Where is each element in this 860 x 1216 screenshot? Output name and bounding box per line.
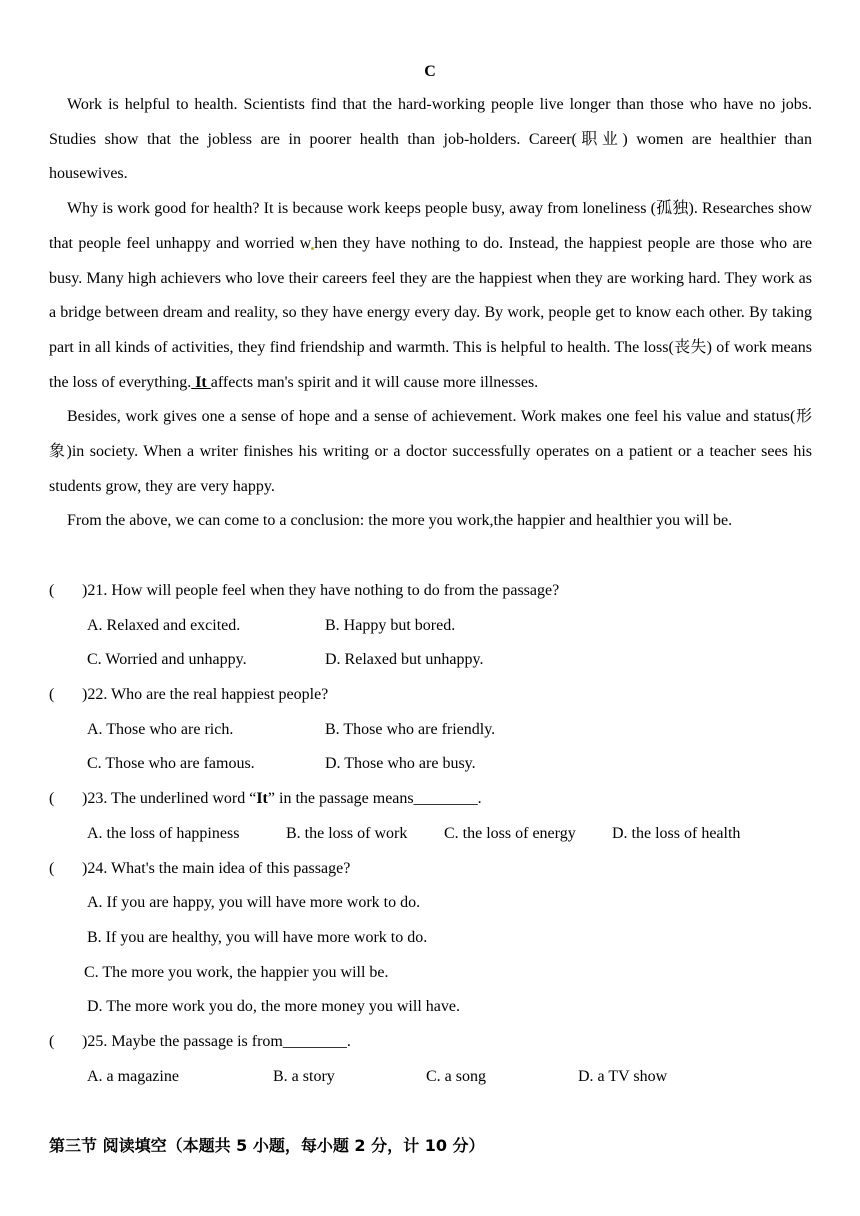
question-21-options-ab (49, 609, 819, 644)
option-c: C. the loss of energy (444, 824, 576, 842)
answer-paren: ( (49, 686, 55, 704)
question-text: )25. Maybe the passage is from________. (82, 1032, 351, 1050)
question-text-b: ” in the passage means________. (267, 790, 482, 808)
question-22-options-ab (49, 713, 819, 748)
section-letter: C (424, 63, 436, 80)
option-a: A. Those who are rich. (87, 720, 234, 738)
question-21-options-cd (49, 643, 819, 678)
question-24-option-c (49, 956, 819, 991)
option-a: A. the loss of happiness (87, 824, 240, 842)
answer-paren: ( (49, 790, 55, 808)
option-c: C. Those who are famous. (87, 755, 255, 773)
question-25-options (49, 1060, 819, 1095)
option-b: B. a story (273, 1067, 335, 1085)
paragraph-2-part-a: Why is work good for health? It is because work keeps people busy, away from loneliness (孤独). Researches show that people feel unhappy and worried w (49, 200, 812, 252)
option-c: C. Worried and unhappy. (87, 651, 247, 669)
reading-passage (49, 88, 812, 539)
underlined-it: It (191, 373, 211, 391)
option-c: C. The more you work, the happier you will be. (84, 963, 389, 981)
paragraph-2 (49, 192, 812, 400)
question-text: )24. What's the main idea of this passage? (82, 859, 351, 877)
question-23-stem (49, 782, 819, 817)
option-d: D. Relaxed but unhappy. (325, 651, 484, 669)
option-b: B. If you are healthy, you will have more work to do. (87, 928, 428, 946)
answer-paren: ( (49, 582, 55, 599)
option-b: B. Those who are friendly. (325, 720, 496, 738)
question-23-options (49, 817, 819, 852)
question-24-option-b (49, 921, 819, 956)
paragraph-2-part-c: affects man's spirit and it will cause more illnesses. (210, 373, 539, 391)
option-a: A. Relaxed and excited. (87, 616, 241, 634)
option-d: D. The more work you do, the more money you will have. (87, 998, 460, 1016)
paragraph-1: Work is helpful to health. Scientists find that the hard-working people live longer than those who have no jobs. Studies show that the jobless are in poorer health than job-holders. Career(职业) women are healthier than housewives. (49, 96, 812, 183)
option-d: D. the loss of health (612, 824, 741, 842)
option-a: A. If you are happy, you will have more work to do. (87, 894, 421, 912)
paragraph-4: From the above, we can come to a conclusion: the more you work,the happier and healthier you will be. (67, 512, 733, 530)
question-list (49, 574, 819, 1094)
question-21-stem (49, 574, 819, 609)
option-c: C. a song (426, 1067, 486, 1085)
section-heading: 第三节 阅读填空（本题共 5 小题，每小题 2 分，计 10 分） (49, 1136, 485, 1155)
question-it-word: It (256, 790, 268, 808)
question-text-a: )23. The underlined word “ (82, 790, 257, 808)
paragraph-3: Besides, work gives one a sense of hope and a sense of achievement. Work makes one feel his value and status(形象)in society. When a writer finishes his writing or a doctor successfully operates on a patient or a teacher sees his students grow, they are very happy. (49, 408, 812, 495)
question-22-stem (49, 678, 819, 713)
answer-paren: ( (49, 859, 55, 877)
question-24-option-d (49, 990, 819, 1025)
answer-paren: ( (49, 1032, 55, 1050)
question-24-stem (49, 852, 819, 887)
option-d: D. a TV show (578, 1067, 668, 1085)
option-d: D. Those who are busy. (325, 755, 476, 773)
option-b: B. Happy but bored. (325, 616, 456, 634)
option-a: A. a magazine (87, 1067, 179, 1085)
question-24-option-a (49, 886, 819, 921)
question-text: )22. Who are the real happiest people? (82, 686, 329, 704)
paragraph-2-part-b: hen they have nothing to do. Instead, the happiest people are those who are busy. Many high achievers who love their careers feel they are the happiest when they are working hard. They work as a bridge between dream and reality, so they have energy every day. By work, people get to know each other. By taking part in all kinds of activities, they find friendship and warmth. This is helpful to health. The loss(丧失) of work means the loss of everything. (49, 234, 813, 391)
option-b: B. the loss of work (286, 824, 408, 842)
question-22-options-cd (49, 747, 819, 782)
question-text: )21. How will people feel when they have nothing to do from the passage? (82, 582, 560, 599)
question-25-stem (49, 1025, 819, 1060)
